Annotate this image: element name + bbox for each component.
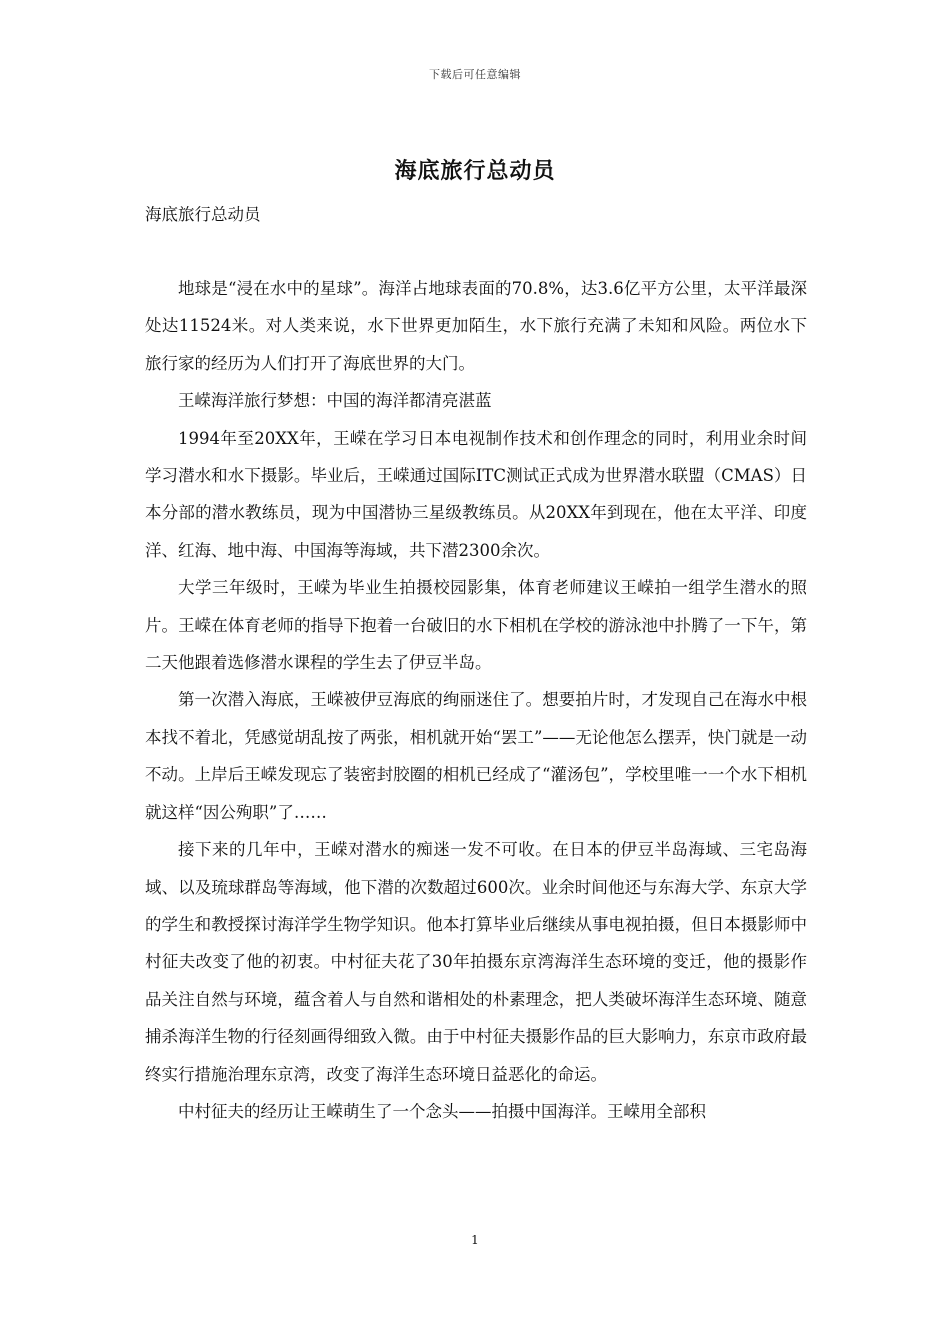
paragraph: 第一次潜入海底，王嵘被伊豆海底的绚丽迷住了。想要拍片时，才发现自己在海水中根本找不着北，凭感觉胡乱按了两张，相机就开始“罢工”——无论他怎么摆弄，快门就是一动不动。上岸后王嵘发现忘了装密封胶圈的相机已经成了“灌汤包”，学校里唯一一个水下相机就这样“因公殉职”了…… [145,690,807,822]
document-title: 海底旅行总动员 [394,158,556,184]
document-body [145,270,807,1130]
document-subtitle: 海底旅行总动员 [145,205,261,224]
paragraph: 地球是“浸在水中的星球”。海洋占地球表面的70.8%，达3.6亿平方公里，太平洋最深处达11524米。对人类来说，水下世界更加陌生，水下旅行充满了未知和风险。两位水下旅行家的经历为人们打开了海底世界的大门。 [145,279,807,373]
paragraph: 接下来的几年中，王嵘对潜水的痴迷一发不可收。在日本的伊豆半岛海域、三宅岛海域、以及琉球群岛等海域，他下潜的次数超过600次。业余时间他还与东海大学、东京大学的学生和教授探讨海洋学生物学知识。他本打算毕业后继续从事电视拍摄，但日本摄影师中村征夫改变了他的初衷。中村征夫花了30年拍摄东京湾海洋生态环境的变迁，他的摄影作品关注自然与环境，蕴含着人与自然和谐相处的朴素理念，把人类破坏海洋生态环境、随意捕杀海洋生物的行径刻画得细致入微。由于中村征夫摄影作品的巨大影响力，东京市政府最终实行措施治理东京湾，改变了海洋生态环境日益恶化的命运。 [145,840,807,1084]
section-heading: 王嵘海洋旅行梦想：中国的海洋都清亮湛蓝 [178,391,492,411]
paragraph: 1994年至20XX年，王嵘在学习日本电视制作技术和创作理念的同时，利用业余时间学习潜水和水下摄影。毕业后，王嵘通过国际ITC测试正式成为世界潜水联盟（CMAS）日本分部的潜水教练员，现为中国潜协三星级教练员。从20XX年到现在，他在太平洋、印度洋、红海、地中海、中国海等海域，共下潜2300余次。 [145,428,807,560]
paragraph: 大学三年级时，王嵘为毕业生拍摄校园影集，体育老师建议王嵘拍一组学生潜水的照片。王嵘在体育老师的指导下抱着一台破旧的水下相机在学校的游泳池中扑腾了一下午，第二天他跟着选修潜水课程的学生去了伊豆半岛。 [145,578,807,673]
page-number: 1 [471,1233,479,1247]
header-note: 下载后可任意编辑 [429,68,521,81]
paragraph: 中村征夫的经历让王嵘萌生了一个念头——拍摄中国海洋。王嵘用全部积 [178,1101,706,1121]
